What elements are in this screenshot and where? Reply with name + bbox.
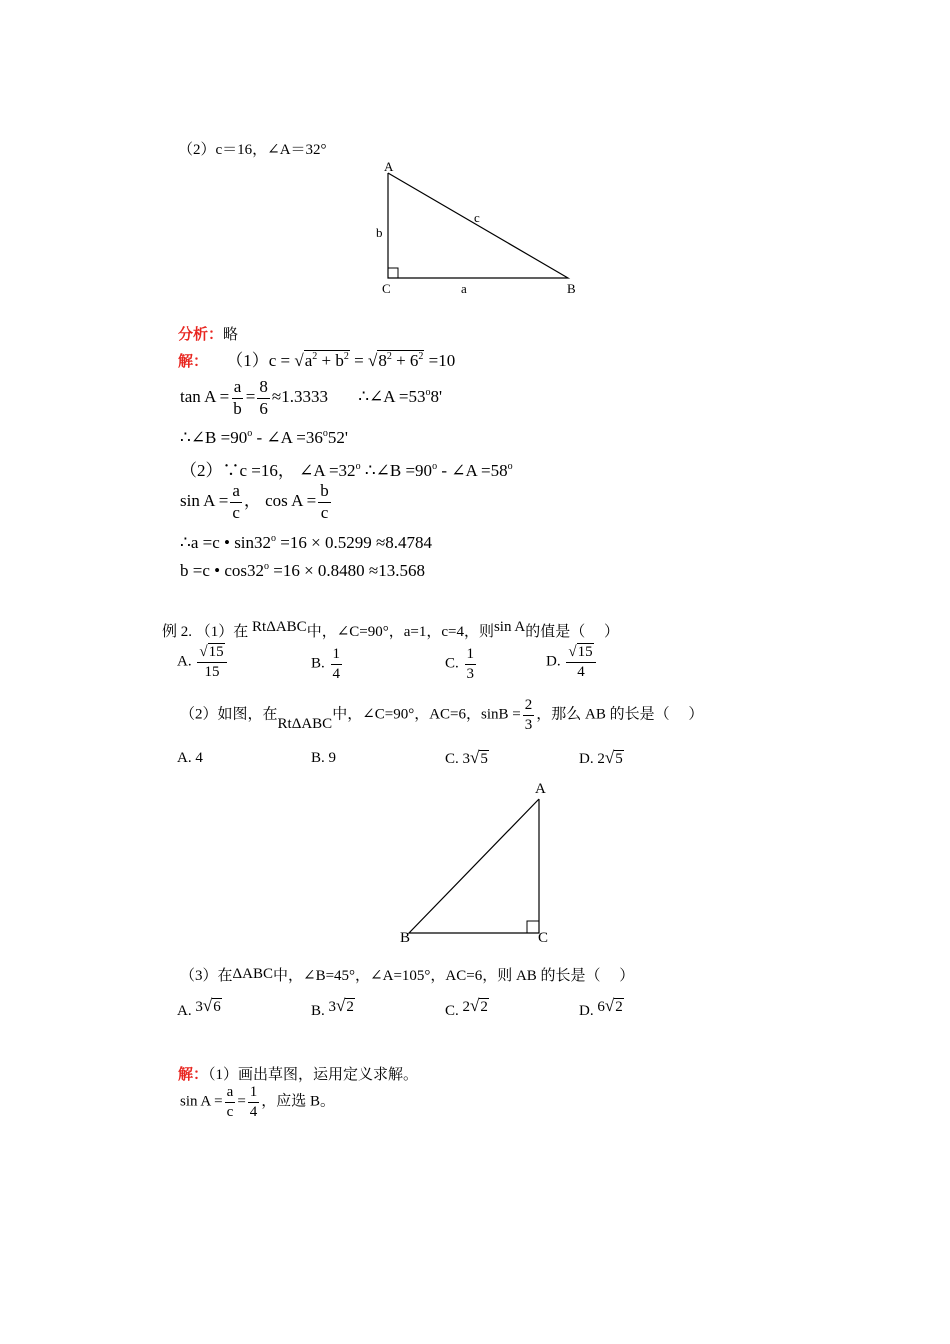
- q3-prefix: （3）在: [180, 968, 233, 984]
- option-value: 9: [328, 750, 337, 766]
- option-coef: 3: [195, 999, 203, 1015]
- option-coef: 3: [328, 999, 337, 1015]
- frac-den: c: [226, 1103, 234, 1120]
- q3-triangle: ΔABC: [232, 966, 274, 982]
- q2-prefix: （2）如图，在: [180, 706, 278, 723]
- sin-a-eq: sin A =: [180, 491, 229, 511]
- solution-line-4: [180, 456, 513, 481]
- radicand: 15: [208, 644, 224, 660]
- q2-option-d[interactable]: D. 2√5: [579, 748, 623, 767]
- sqrt-8-6: $√8^2 + 6^2$: [367, 351, 424, 370]
- sol-part1-prefix: （1）: [226, 351, 269, 370]
- sup-2: 2: [418, 351, 424, 362]
- q1-rt-triangle: RtΔABC: [252, 619, 307, 635]
- frac-den: 3: [524, 716, 533, 733]
- frac-b-c: [318, 482, 331, 522]
- tan-a-eq: tan A =: [180, 387, 230, 407]
- frac-den: 3: [466, 665, 475, 682]
- cos-a-eq: ， cos A =: [243, 491, 317, 511]
- frac-a-c: [230, 482, 242, 522]
- q2-fraction: [523, 697, 535, 733]
- option-coef: 6: [597, 999, 605, 1015]
- radicand: 5: [480, 751, 488, 767]
- option-label: A.: [177, 750, 192, 766]
- solution-line-3: [180, 428, 348, 448]
- q2-option-c[interactable]: C. 3√5: [445, 748, 488, 767]
- frac-den: 4: [249, 1103, 258, 1120]
- q1-given: 中，∠C=90°，a=1，c=4，则: [306, 624, 494, 640]
- q3-option-d[interactable]: D. 6√2: [579, 996, 623, 1019]
- a-result: =16 × 0.5299 ≈8.4784: [276, 533, 433, 552]
- frac-num: 1: [331, 646, 343, 665]
- approx-value: ≈1.3333: [271, 387, 328, 407]
- radicand: 2: [480, 999, 488, 1015]
- degree-mark: o: [425, 387, 431, 399]
- sol-c-eq: c =: [268, 351, 291, 370]
- q1-option-b[interactable]: [311, 646, 344, 682]
- q2-option-a[interactable]: [177, 750, 203, 767]
- q1-option-a[interactable]: [177, 644, 229, 680]
- frac-1-4: [248, 1084, 260, 1120]
- ex2-question-1: [162, 620, 619, 641]
- solution-line-1: [178, 346, 455, 371]
- option-label: A.: [177, 653, 192, 670]
- fig2-vertex-c: C: [538, 930, 549, 946]
- q2-rt-triangle: RtΔABC: [277, 716, 333, 733]
- frac-num: 8: [257, 378, 270, 399]
- q2-sin-b: sinB =: [481, 706, 521, 723]
- analysis-text: 略: [223, 325, 239, 343]
- minus-angle-a: - ∠A =36: [252, 428, 323, 447]
- option-label: D.: [579, 1003, 594, 1019]
- solution-label: 解：: [178, 352, 209, 370]
- sol-result-10: =10: [424, 351, 456, 370]
- sin-a-eq: sin A =: [180, 1093, 223, 1110]
- frac-den: 6: [259, 398, 268, 418]
- option-coef: 2: [597, 751, 605, 767]
- option-value: 4: [195, 750, 203, 766]
- frac-8-6: [257, 378, 270, 418]
- q3-option-c[interactable]: C. 2√2: [445, 996, 488, 1019]
- sqrt-term-a: a: [304, 351, 313, 370]
- solution2-line-2: [180, 1084, 335, 1120]
- fig1-vertex-c: C: [382, 281, 391, 296]
- eq: =: [245, 387, 256, 407]
- frac-num: a: [232, 378, 244, 399]
- a-eq-c-sin: ∴a =c • sin32: [180, 533, 272, 552]
- fig2-vertex-a: A: [535, 781, 546, 797]
- sup-2: 2: [343, 351, 349, 362]
- fig1-vertex-b: B: [567, 281, 576, 296]
- frac-den: c: [232, 502, 240, 522]
- option-label: D.: [579, 751, 594, 767]
- solution-line-6: [180, 533, 432, 553]
- frac-num: 1: [465, 646, 477, 665]
- triangle-figure-2: [395, 785, 565, 950]
- fig1-side-a: a: [461, 281, 467, 296]
- radicand: 2: [615, 999, 623, 1015]
- solution-line-5: [180, 482, 333, 522]
- option-fraction: [465, 646, 477, 682]
- angle-b-eq: ∴∠B =90: [360, 461, 433, 480]
- sqrt-a2-b2: $√a^2 + b^2$: [294, 351, 349, 370]
- sol-eq: =: [349, 351, 364, 370]
- q2-option-b[interactable]: [311, 750, 336, 767]
- frac-num: 1: [248, 1084, 260, 1103]
- frac-num: 2: [523, 697, 535, 716]
- option-fraction: $\frac{√15}{4}$: [566, 644, 595, 680]
- frac-den: c: [320, 502, 329, 522]
- fig1-vertex-a: A: [384, 159, 394, 174]
- solution2-line-1: [178, 1063, 418, 1084]
- q3-option-a[interactable]: A. 3√6: [177, 996, 221, 1019]
- sqrt-term-8: 8: [378, 351, 387, 370]
- analysis-line: [178, 323, 238, 344]
- ex2-question-2: [180, 697, 703, 733]
- angle-a-result: ∴∠A =53: [358, 387, 426, 407]
- fig2-vertex-b: B: [400, 930, 411, 946]
- frac-a-c: [225, 1084, 236, 1120]
- degree-mark: o: [432, 461, 438, 472]
- solution-line-2: [180, 378, 442, 418]
- option-fraction: $\frac{√15}{15}$: [197, 644, 226, 680]
- angle-b-eq: ∴∠B =90: [180, 428, 248, 447]
- q3-given: 中，∠B=45°，∠A=105°，AC=6，则 AB 的长是（ ）: [273, 968, 635, 984]
- part2-header: （2）c＝16，∠A＝32°: [178, 142, 327, 158]
- degree-mark: o: [271, 533, 277, 544]
- option-coef: 2: [462, 999, 471, 1015]
- frac-den: b: [233, 398, 242, 418]
- frac-num: a: [225, 1084, 236, 1103]
- minute-value: 8': [430, 387, 443, 407]
- option-label: B.: [311, 655, 325, 672]
- q3-option-b[interactable]: B. 3√2: [311, 996, 354, 1019]
- degree-mark: o: [264, 561, 269, 572]
- q1-suffix: 的值是（ ）: [525, 624, 619, 640]
- radicand: 5: [615, 751, 623, 767]
- degree-mark: o: [247, 428, 253, 439]
- right-angle-mark-1: [388, 268, 398, 278]
- triangle-figure-1: [370, 158, 590, 303]
- option-coef: 3: [462, 751, 471, 767]
- q1-prefix: 例 2. （1）在: [162, 624, 249, 640]
- q2-suffix: ，那么 AB 的长是（ ）: [536, 706, 704, 723]
- q2-given: 中，∠C=90°，AC=6，: [332, 706, 482, 723]
- degree-mark: o: [322, 428, 328, 439]
- frac-num: a: [230, 482, 242, 503]
- q1-option-d[interactable]: [546, 644, 598, 680]
- sup-2: 2: [312, 351, 318, 362]
- q1-sin-a: sin A: [493, 619, 526, 635]
- radicand: 2: [346, 999, 354, 1015]
- fig1-side-c: c: [474, 210, 480, 225]
- frac-den: 4: [577, 663, 585, 680]
- option-label: C.: [445, 751, 459, 767]
- option-label: B.: [311, 1003, 325, 1019]
- frac-den: 15: [204, 663, 220, 680]
- option-label: C.: [445, 655, 459, 672]
- sqrt-term-6: + 6: [391, 351, 419, 370]
- sup-2: 2: [386, 351, 392, 362]
- frac-a-b: [231, 378, 244, 418]
- solution2-text: （1）画出草图，运用定义求解。: [208, 1067, 419, 1083]
- frac-num: b: [318, 482, 331, 503]
- answer-choice: ，应选 B。: [261, 1093, 336, 1110]
- minute-value: 52': [327, 428, 348, 447]
- analysis-label: 分析：: [178, 325, 224, 343]
- b-result: =16 × 0.8480 ≈13.568: [269, 561, 426, 580]
- option-label: B.: [311, 750, 325, 766]
- radicand: 6: [213, 999, 221, 1015]
- ex2-question-3: [180, 964, 634, 985]
- option-label: A.: [177, 1003, 192, 1019]
- angle-b-result: - ∠A =58: [437, 461, 508, 480]
- option-label: C.: [445, 1003, 459, 1019]
- option-label: D.: [546, 653, 561, 670]
- solution-line-7: [180, 561, 425, 581]
- degree-mark: o: [355, 461, 361, 472]
- radicand: 15: [577, 644, 593, 660]
- solution2-label: 解：: [178, 1065, 209, 1083]
- b-eq-c-cos: b =c • cos32: [180, 561, 264, 580]
- frac-den: 4: [332, 665, 341, 682]
- sqrt-term-b: + b: [317, 351, 344, 370]
- eq: =: [237, 1093, 246, 1110]
- q1-option-c[interactable]: [445, 646, 478, 682]
- triangle-2-outline: [409, 799, 539, 933]
- fig1-side-b: b: [376, 225, 383, 240]
- option-fraction: [331, 646, 343, 682]
- degree-mark: o: [507, 461, 513, 472]
- part2-given: （2）∵c =16， ∠A =32: [180, 461, 356, 480]
